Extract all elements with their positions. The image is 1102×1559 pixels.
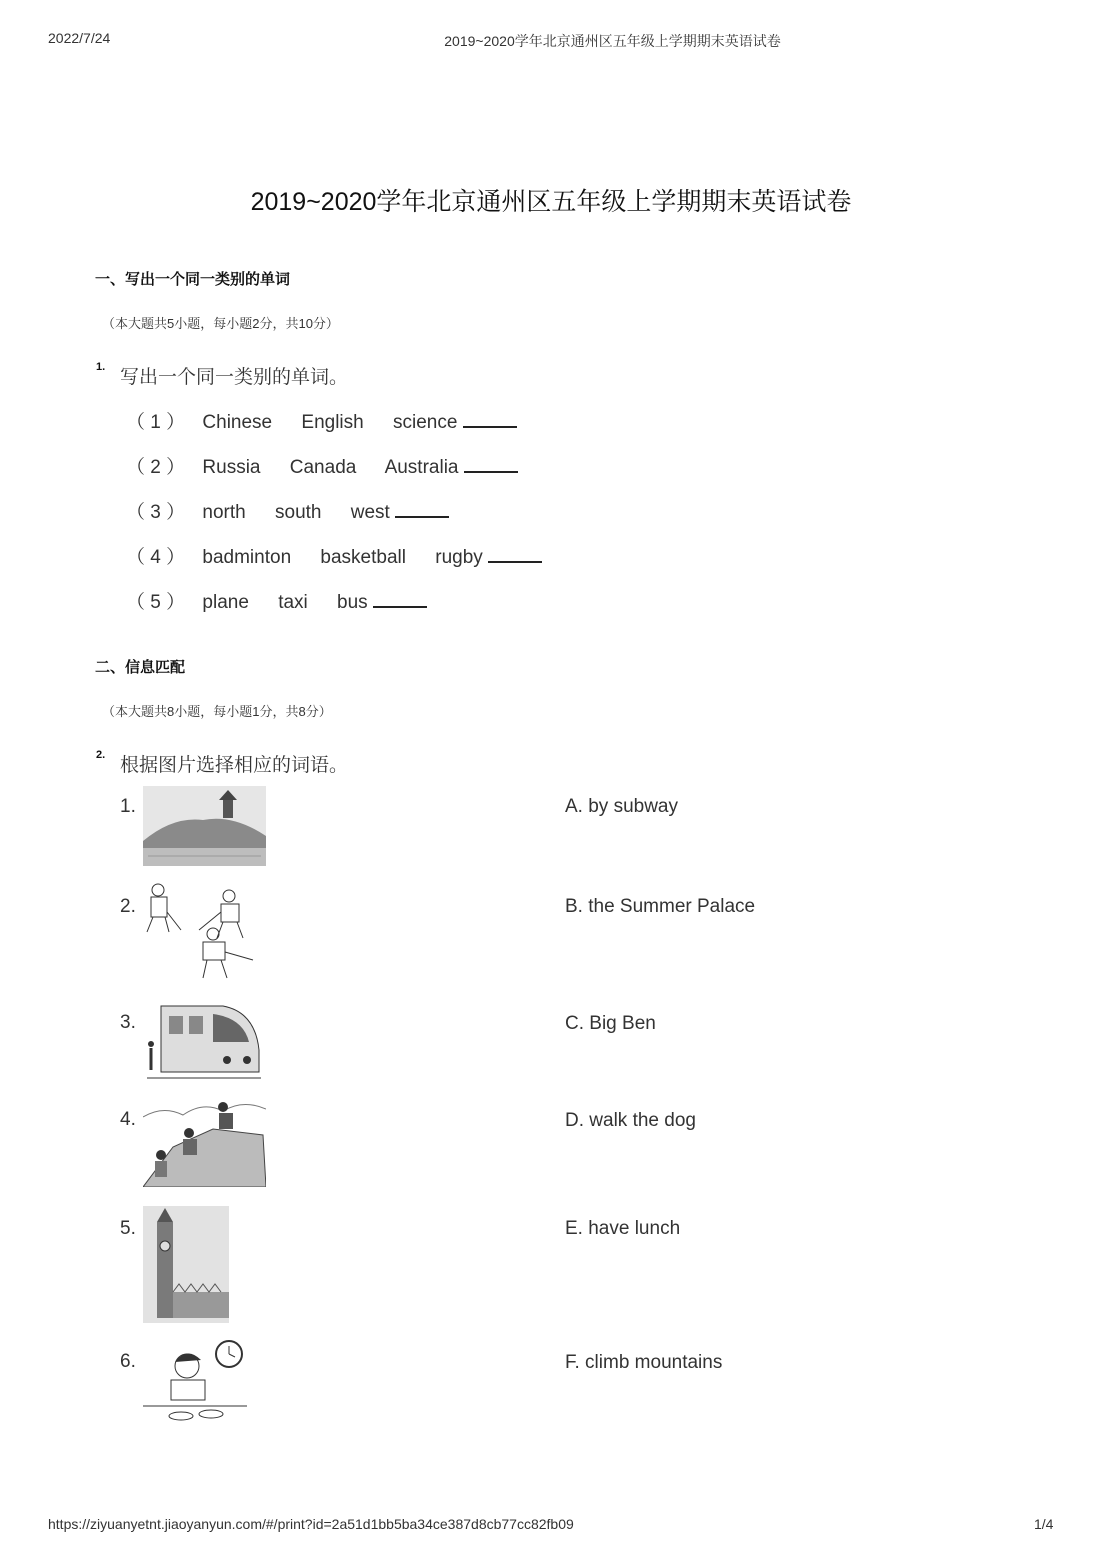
- picture-number: 4.: [120, 1109, 136, 1130]
- word: Canada: [289, 457, 357, 478]
- footer-url: https://ziyuanyetnt.jiaoyanyun.com/#/print?id=2a51d1bb5ba34ce387d8cb77cc82fb09: [48, 1516, 574, 1532]
- answer-blank[interactable]: [463, 410, 517, 428]
- word: basketball: [320, 547, 406, 568]
- picture-number: 6.: [120, 1351, 136, 1372]
- word: English: [301, 412, 364, 433]
- option-item: F. climb mountains: [565, 1352, 723, 1373]
- word: badminton: [202, 547, 292, 568]
- word: bus: [337, 592, 368, 613]
- word: taxi: [278, 592, 308, 613]
- option-item: A. by subway: [565, 796, 678, 817]
- item-number: （ 5 ）: [126, 592, 186, 613]
- question-2-text: 根据图片选择相应的词语。: [120, 755, 349, 776]
- section-2-note: （本大题共8小题，每小题1分，共8分）: [102, 704, 332, 719]
- question-1-item: [126, 407, 517, 434]
- summer-palace-picture: [143, 786, 266, 866]
- question-1-item: [126, 497, 449, 524]
- page-number: 1/4: [1034, 1516, 1054, 1532]
- option-item: C. Big Ben: [565, 1013, 656, 1034]
- item-number: （ 4 ）: [126, 547, 186, 568]
- question-1-item: [126, 542, 542, 569]
- word: Russia: [202, 457, 261, 478]
- word: south: [275, 502, 322, 523]
- answer-blank[interactable]: [373, 590, 427, 608]
- word: plane: [202, 592, 249, 613]
- question-1-text: 写出一个同一类别的单词。: [120, 367, 349, 388]
- climbing-picture: [143, 1097, 266, 1187]
- answer-blank[interactable]: [464, 455, 518, 473]
- answer-blank[interactable]: [488, 545, 542, 563]
- picture-number: 1.: [120, 796, 136, 817]
- option-item: B. the Summer Palace: [565, 896, 756, 917]
- question-2-number: 2.: [96, 749, 106, 761]
- print-header-title: 2019~2020学年北京通州区五年级上学期期末英语试卷: [444, 33, 781, 49]
- subway-train-picture: [143, 998, 261, 1082]
- word: north: [202, 502, 246, 523]
- item-number: （ 2 ）: [126, 457, 186, 478]
- word: Chinese: [202, 412, 273, 433]
- word: west: [350, 502, 390, 523]
- big-ben-picture: [143, 1206, 229, 1323]
- word: science: [393, 412, 458, 433]
- ice-hockey-picture: [143, 882, 258, 984]
- item-number: （ 1 ）: [126, 412, 186, 433]
- option-item: E. have lunch: [565, 1218, 681, 1239]
- picture-number: 2.: [120, 896, 136, 917]
- question-1-item: [126, 452, 518, 479]
- section-2-heading: 二、信息匹配: [95, 659, 186, 676]
- word: rugby: [435, 547, 483, 568]
- question-1-item: [126, 587, 427, 614]
- section-1-heading: 一、写出一个同一类别的单词: [95, 271, 291, 288]
- picture-number: 5.: [120, 1218, 136, 1239]
- picture-number: 3.: [120, 1012, 136, 1033]
- option-item: D. walk the dog: [565, 1110, 696, 1131]
- question-1-number: 1.: [96, 361, 106, 373]
- lunch-picture: [143, 1340, 247, 1423]
- item-number: （ 3 ）: [126, 502, 186, 523]
- section-1-note: （本大题共5小题，每小题2分，共10分）: [102, 316, 339, 331]
- word: Australia: [384, 457, 459, 478]
- answer-blank[interactable]: [395, 500, 449, 518]
- document-title: 2019~2020学年北京通州区五年级上学期期末英语试卷: [250, 188, 852, 216]
- print-date: 2022/7/24: [48, 30, 111, 46]
